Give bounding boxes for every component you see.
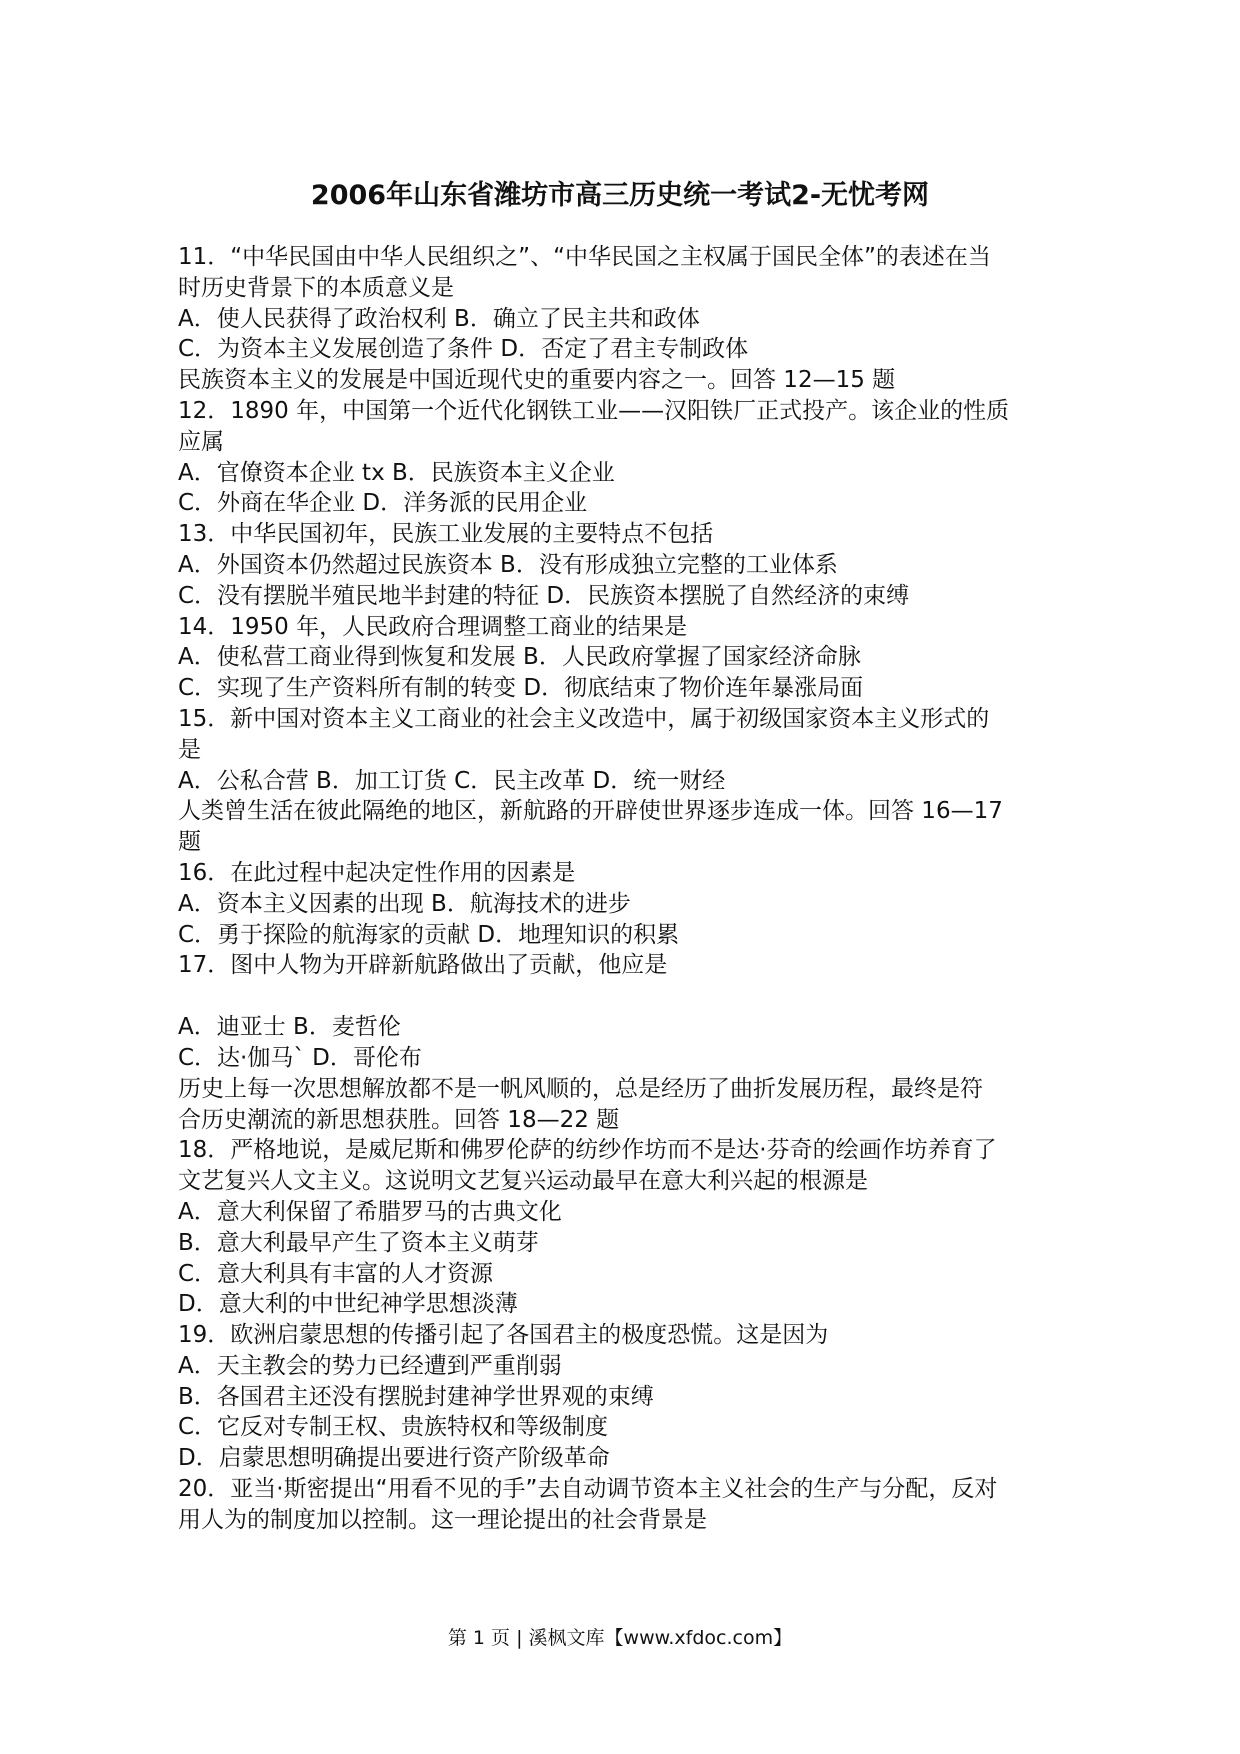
text-line: 历史上每一次思想解放都不是一帆风顺的，总是经历了曲折发展历程，最终是符 [178, 1075, 983, 1102]
text-line: 17．图中人物为开辟新航路做出了贡献，他应是 [178, 952, 668, 979]
text-line: 是 [178, 736, 201, 763]
text-line: A．资本主义因素的出现 B．航海技术的进步 [178, 890, 631, 917]
text-line: 20．亚当·斯密提出“用看不见的手”去自动调节资本主义社会的生产与分配，反对 [178, 1476, 998, 1503]
text-block-b [178, 1012, 1078, 1536]
text-line: B．意大利最早产生了资本主义萌芽 [178, 1229, 539, 1256]
text-line: A．官僚资本企业 tx B．民族资本主义企业 [178, 459, 615, 486]
text-line: 11．“中华民国由中华人民组织之”、“中华民国之主权属于国民全体”的表述在当 [178, 244, 991, 270]
text-line: 时历史背景下的本质意义是 [178, 274, 454, 301]
text-line: A．使私营工商业得到恢复和发展 B．人民政府掌握了国家经济命脉 [178, 644, 861, 671]
text-line: 16．在此过程中起决定性作用的因素是 [178, 859, 576, 886]
text-line: B．各国君主还没有摆脱封建神学世界观的束缚 [178, 1383, 654, 1410]
figure-gap [178, 981, 1078, 1012]
text-line: C．外商在华企业 D．洋务派的民用企业 [178, 490, 588, 517]
text-line: 人类曾生活在彼此隔绝的地区，新航路的开辟使世界逐步连成一体。回答 16—17 [178, 798, 1003, 825]
page-footer: 第 1 页 | 溪枫文库【www.xfdoc.com】 [447, 1627, 793, 1649]
text-line: C．实现了生产资料所有制的转变 D．彻底结束了物价连年暴涨局面 [178, 675, 864, 702]
text-line: 13．中华民国初年，民族工业发展的主要特点不包括 [178, 521, 714, 548]
text-line: A．使人民获得了政治权利 B．确立了民主共和政体 [178, 305, 700, 332]
text-line: 12．1890 年，中国第一个近代化钢铁工业——汉阳铁厂正式投产。该企业的性质 [178, 397, 1010, 424]
text-line: D．意大利的中世纪神学思想淡薄 [178, 1291, 518, 1318]
text-line: C．它反对专制王权、贵族特权和等级制度 [178, 1414, 609, 1441]
text-line: A．迪亚士 B．麦哲伦 [178, 1014, 401, 1041]
document-body [178, 242, 1078, 1536]
text-line: 题 [178, 829, 201, 856]
text-line: C．达·伽马` D．哥伦布 [178, 1044, 422, 1071]
text-line: 合历史潮流的新思想获胜。回答 18—22 题 [178, 1106, 620, 1133]
text-line: D．启蒙思想明确提出要进行资产阶级革命 [178, 1445, 610, 1472]
text-line: A．天主教会的势力已经遭到严重削弱 [178, 1352, 562, 1379]
text-line: 18．严格地说，是威尼斯和佛罗伦萨的纺纱作坊而不是达·芬奇的绘画作坊养育了 [178, 1137, 997, 1164]
text-line: A．意大利保留了希腊罗马的古典文化 [178, 1198, 562, 1225]
text-line: C．没有摆脱半殖民地半封建的特征 D．民族资本摆脱了自然经济的束缚 [178, 582, 910, 609]
document-title: 2006年山东省潍坊市高三历史统一考试2-无忧考网 [310, 180, 930, 211]
text-line: 15．新中国对资本主义工商业的社会主义改造中，属于初级国家资本主义形式的 [178, 705, 990, 732]
text-line: 应属 [178, 428, 224, 455]
text-line: 19．欧洲启蒙思想的传播引起了各国君主的极度恐慌。这是因为 [178, 1322, 829, 1349]
text-line: 民族资本主义的发展是中国近现代史的重要内容之一。回答 12—15 题 [178, 367, 896, 394]
text-line: C．意大利具有丰富的人才资源 [178, 1260, 494, 1287]
text-line: 文艺复兴人文主义。这说明文艺复兴运动最早在意大利兴起的根源是 [178, 1168, 868, 1195]
text-line: A．外国资本仍然超过民族资本 B．没有形成独立完整的工业体系 [178, 551, 838, 578]
text-block-a [178, 242, 1078, 981]
text-line: 14．1950 年，人民政府合理调整工商业的结果是 [178, 613, 688, 640]
text-line: C．为资本主义发展创造了条件 D．否定了君主专制政体 [178, 336, 749, 363]
text-line: C．勇于探险的航海家的贡献 D．地理知识的积累 [178, 921, 680, 948]
text-line: A．公私合营 B．加工订货 C．民主改革 D．统一财经 [178, 767, 726, 794]
text-line: 用人为的制度加以控制。这一理论提出的社会背景是 [178, 1506, 707, 1533]
